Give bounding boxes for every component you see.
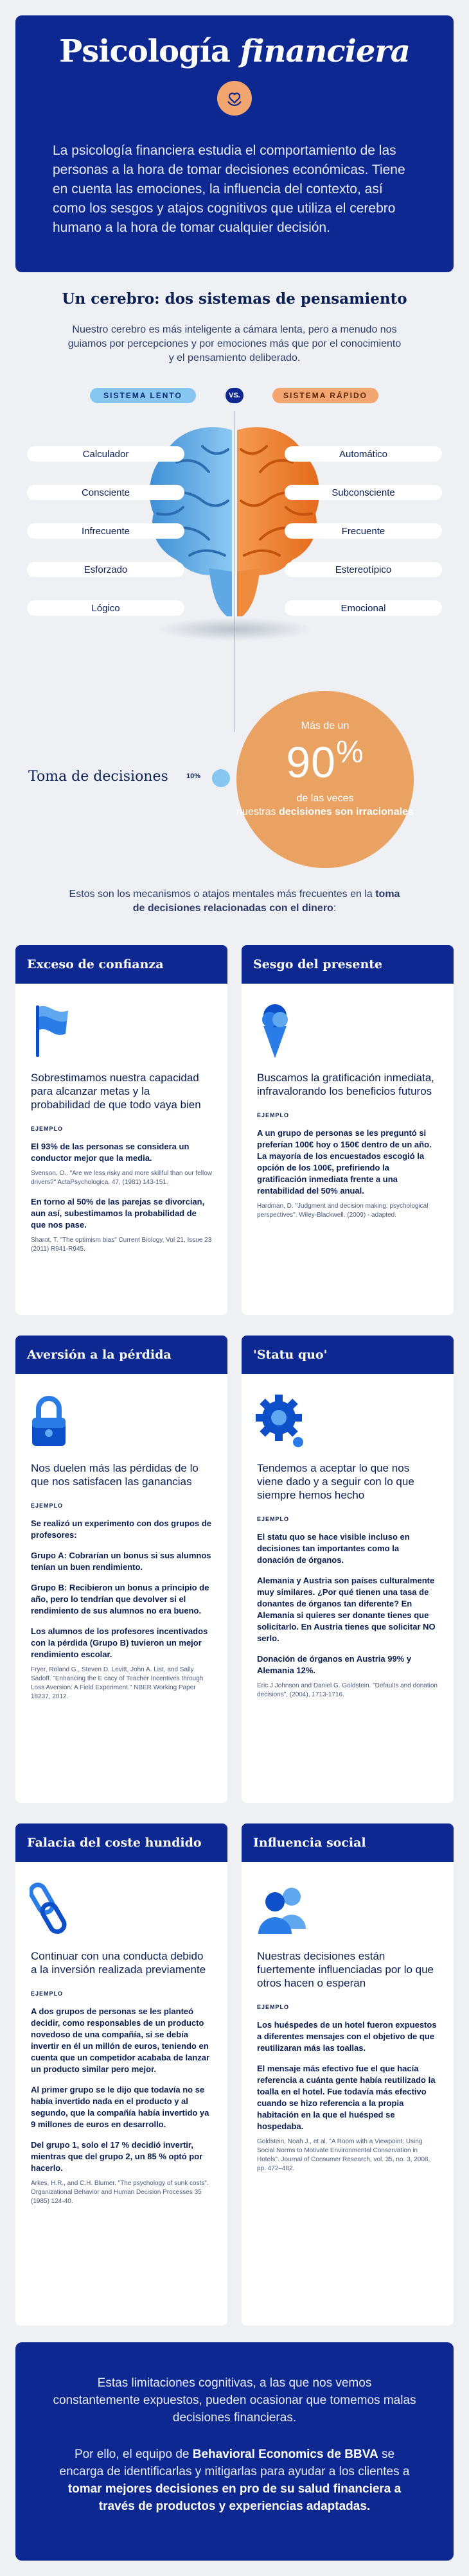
hero-banner (15, 15, 454, 272)
example-text: El 93% de las personas se considera un conductor mejor que la media. (31, 1142, 190, 1163)
slow-system-label: SISTEMA LENTO (90, 388, 196, 403)
bias-card (15, 1823, 227, 2326)
bias-card (242, 1823, 454, 2326)
decisions-label: Toma de decisiones (28, 769, 168, 785)
reference: Fryer, Roland G., Steven D. Levitt, John A. List, and Sally Sadoff. "Enhancing the E cacy of Teacher Incentives through Loss Aversion: A Field Experiment." NBER Working Paper 18237, 2012. (31, 1666, 204, 1700)
fast-trait: Frecuente (285, 523, 442, 539)
gear-icon (256, 1392, 454, 1450)
irrational-decisions-circle: Más de un 90% de las veces nuestras decisiones son irracionales (236, 691, 414, 868)
bias-card (15, 945, 227, 1315)
card-lead: Sobrestimamos nuestra capacidad para alcanzar metas y la probabilidad de que todo vaya bien (31, 1072, 201, 1111)
fast-trait: Subconsciente (285, 485, 442, 500)
reference: Goldstein, Noah J., et al. "A Room with a Viewpoint: Using Social Norms to Motivate Environmental Conservation in Hotels". Journal of Consumer Research, vol. 35, no. 3, 2008, pp. 472–482. (257, 2138, 430, 2172)
heart-hands-icon (217, 81, 252, 116)
example-text: El mensaje más efectivo fue el que hacía referencia a cuánta gente había reutilizado la toalla en el hotel. Fue todavía más efectivo cuando se hizo referencia a la propia habitación en la que el huésped se hospedaba. (257, 2064, 436, 2131)
reference: Hardman, D. "Judgment and decision making: psychological perspectives". Wiley-Blackwell. (2009) - adapted. (257, 1203, 429, 1219)
card-title: Aversión a la pérdida (15, 1336, 227, 1374)
example-text: Del grupo 1, solo el 17 % decidió invertir, mientras que del grupo 2, un 85 % optó por hacerlo. (31, 2140, 203, 2173)
example-label: EJEMPLO (31, 1990, 64, 1997)
slow-trait: Calculador (27, 446, 184, 462)
card-lead: Nuestras decisiones están fuertemente influenciadas por lo que otros hacen o esperan (257, 1950, 434, 1989)
example-text: El statu quo se hace visible incluso en decisiones tan importantes como la donación de órganos. (257, 1532, 410, 1565)
card-lead: Nos duelen más las pérdidas de lo que nos satisfacen las ganancias (31, 1462, 199, 1488)
card-lead: Buscamos la gratificación inmediata, infravalorando los beneficios futuros (257, 1072, 434, 1097)
reference: Sharot, T. "The optimism bias" Current Biology, Vol 21, Issue 23 (2011) R941-R945. (31, 1237, 212, 1253)
big-percentage: 90% (286, 735, 364, 787)
example-text: Grupo B: Recibieron un bonus a principio de año, pero lo tendrían que devolver si el rendimiento de sus alumnos no era bueno. (31, 1583, 209, 1615)
card-lead: Continuar con una conducta debido a la inversión realizada previamente (31, 1950, 206, 1976)
reference: Svenson, O.. "Are we less risky and more skillful than our fellow drivers?" ActaPsychologica, 47, (1981) 143-151. (31, 1170, 212, 1186)
mechanisms-intro: Estos son los mecanismos o atajos mentales más frecuentes en la toma de decisiones relacionadas con el dinero: (69, 889, 400, 914)
bias-card (242, 945, 454, 1315)
card-title: 'Statu quo' (242, 1336, 454, 1374)
reference: Arkes, H.R., and C.H. Blumer. "The psychology of sunk costs". Organizational Behavior and Human Decision Processes 35 (1985) 124-40. (31, 2180, 209, 2205)
vs-badge: VS. (226, 388, 243, 403)
reference: Eric J Johnson and Daniel G. Goldstein. "Defaults and donation decisions", (2004), 1713-1716. (257, 1682, 438, 1698)
ice-cream-icon (256, 1002, 454, 1059)
fast-system-label: SISTEMA RÁPIDO (272, 388, 378, 403)
footer-paragraph-2: Por ello, el equipo de Behavioral Economics de BBVA se encarga de identificarlas y mitigarlas para ayudar a los clientes a tomar mejores decisiones en pro de su salud financiera a través de productos y experiencias adaptadas. (59, 2448, 410, 2513)
fast-trait: Automático (285, 446, 442, 462)
example-label: EJEMPLO (257, 2004, 290, 2010)
example-text: En torno al 50% de las parejas se divorcian, aun así, subestimamos la probabilidad de que nos pase. (31, 1197, 205, 1230)
slow-trait: Esforzado (27, 562, 184, 577)
people-icon (256, 1880, 454, 1938)
example-label: EJEMPLO (257, 1516, 290, 1522)
small-percentage: 10% (186, 772, 201, 780)
card-title: Falacia del coste hundido (15, 1823, 227, 1862)
example-text: Donación de órganos en Austria 99% y Alemania 12%. (257, 1654, 412, 1675)
lock-icon (30, 1392, 227, 1450)
flag-icon (30, 1002, 227, 1059)
example-text: Grupo A: Cobrarían un bonus si sus alumnos tenían un buen rendimiento. (31, 1551, 211, 1572)
card-title: Sesgo del presente (242, 945, 454, 984)
example-text: Alemania y Austria son países culturalmente muy similares. ¿Por qué tienen una tasa de donantes de órganos tan diferente? En Alemania si quieres ser donante tienes que solicitarlo. En Austria tienes que solicitar NO serlo. (257, 1576, 436, 1643)
footer-banner (15, 2342, 454, 2561)
brain-section-subtitle: Nuestro cerebro es más inteligente a cámara lenta, pero a menudo nos guiamos por percepciones y por emociones más que por el conocimiento y el pensamiento deliberado. (67, 324, 402, 363)
slow-trait: Lógico (27, 600, 184, 616)
fast-trait: Emocional (285, 600, 442, 616)
example-text: Al primer grupo se le dijo que todavía no se había invertido nada en el producto y al segundo, que la compañía había invertido ya 9 millones de euros en desarrollo. (31, 2085, 209, 2129)
small-percentage-dot (212, 769, 230, 787)
hero-body: La psicología financiera estudia el comportamiento de las personas a la hora de tomar decisiones económicas. Tiene en cuenta las emociones, la influencia del contexto, así como los sesgos y atajos cognitivos que utiliza el cerebro humano a la hora de tomar cualquier decisión. (53, 143, 405, 235)
example-label: EJEMPLO (31, 1126, 64, 1132)
example-text: Se realizó un experimento con dos grupos de profesores: (31, 1519, 211, 1540)
fast-trait: Estereotípico (285, 562, 442, 577)
page-title: Psicología financiera (59, 33, 410, 69)
example-text: Los huéspedes de un hotel fueron expuestos a diferentes mensajes con el objetivo de que reutilizaran más las toallas. (257, 2020, 437, 2053)
card-title: Exceso de confianza (15, 945, 227, 984)
example-text: A un grupo de personas se les preguntó si preferían 100€ hoy o 150€ dentro de un año. La mayoría de los encuestados escogió la opción de los 100€, prefiriendo la gratificación inmediata frente a una rentabilidad del 50% anual. (257, 1128, 432, 1196)
chain-link-icon (30, 1880, 227, 1938)
slow-trait: Consciente (27, 485, 184, 500)
card-lead: Tendemos a aceptar lo que nos viene dado y a seguir con lo que siempre hemos hecho (257, 1462, 414, 1501)
bias-card (15, 1336, 227, 1803)
example-label: EJEMPLO (257, 1112, 290, 1118)
example-text: Los alumnos de los profesores incentivados con la pérdida (Grupo B) tuvieron un mejor rendimiento escolar. (31, 1626, 208, 1659)
footer-paragraph-1: Estas limitaciones cognitivas, a las que nos vemos constantemente expuestos, pueden ocasionar que tomemos malas decisiones financieras. (53, 2376, 416, 2424)
example-text: A dos grupos de personas se les planteó decidir, como responsables de un producto novedoso de una compañía, si se debía invertir en él un millón de euros, teniendo en cuenta que un competidor acababa de lanzar un producto similar pero mejor. (31, 2006, 210, 2074)
card-title: Influencia social (242, 1823, 454, 1862)
slow-trait: Infrecuente (27, 523, 184, 539)
example-label: EJEMPLO (31, 1502, 64, 1509)
bias-card (242, 1336, 454, 1803)
brain-section-title: Un cerebro: dos sistemas de pensamiento (62, 290, 407, 308)
